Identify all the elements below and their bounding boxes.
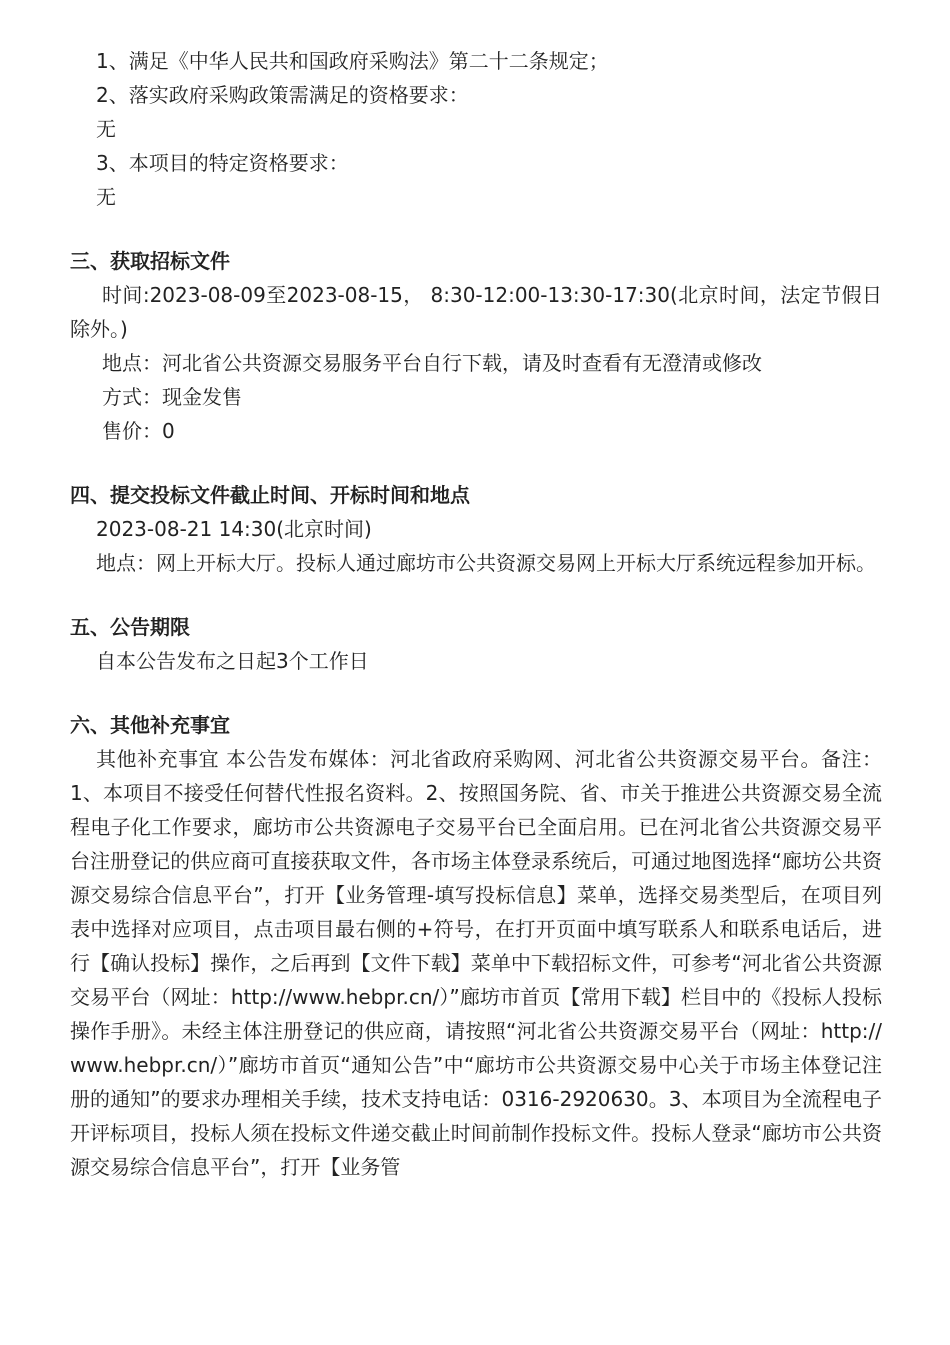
qualification-item-2: 2、落实政府采购政策需满足的资格要求： — [96, 83, 469, 107]
qualification-item-1: 1、满足《中华人民共和国政府采购法》第二十二条规定； — [96, 49, 609, 73]
section-6-heading: 六、其他补充事宜 — [70, 713, 230, 737]
section-3-time: 时间:2023-08-09至2023-08-15， 8:30-12:00-13:30-17:30(北京时间，法定节假日除外。) — [70, 283, 882, 341]
section-6-text: 其他补充事宜 本公告发布媒体：河北省政府采购网、河北省公共资源交易平台。备注：1、本项目不接受任何替代性报名资料。2、按照国务院、省、市关于推进公共资源交易全流程电子化工作要求，廊坊市公共资源电子交易平台已全面启用。已在河北省公共资源交易平台注册登记的供应商可直接获取文件，各市场主体登录系统后，可通过地图选择“廊坊公共资源交易综合信息平台”，打开【业务管理-填写投标信息】菜单，选择交易类型后，在项目列表中选择对应项目，点击项目最右侧的+符号，在打开页面中填写联系人和联系电话后，进行【确认投标】操作，之后再到【文件下载】菜单中下载招标文件，可参考“河北省公共资源交易平台（网址：http://www.hebpr.cn/）”廊坊市首页【常用下载】栏目中的《投标人投标操作手册》。未经主体注册登记的供应商，请按照“河北省公共资源交易平台（网址：http://www.hebpr.cn/）”廊坊市首页“通知公告”中“廊坊市公共资源交易中心关于市场主体登记注册的通知”的要求办理相关手续，技术支持电话：0316-2920630。3、本项目为全流程电子开评标项目，投标人须在投标文件递交截止时间前制作投标文件。投标人登录“廊坊市公共资源交易综合信息平台”，打开【业务管 — [70, 747, 882, 1179]
section-4-datetime: 2023-08-21 14:30(北京时间) — [96, 517, 372, 541]
section-3-heading: 三、获取招标文件 — [70, 249, 230, 273]
section-4-heading: 四、提交投标文件截止时间、开标时间和地点 — [70, 483, 470, 507]
section-3-method: 方式：现金发售 — [102, 385, 242, 409]
section-4-location: 地点：网上开标大厅。投标人通过廊坊市公共资源交易网上开标大厅系统远程参加开标。 — [96, 551, 876, 575]
qualification-item-3: 3、本项目的特定资格要求： — [96, 151, 349, 175]
qualification-item-3-value: 无 — [96, 185, 116, 209]
qualification-item-2-value: 无 — [96, 117, 116, 141]
section-5-heading: 五、公告期限 — [70, 615, 190, 639]
section-3-price: 售价：0 — [102, 419, 175, 443]
section-5-text: 自本公告发布之日起3个工作日 — [96, 649, 369, 673]
section-3-location: 地点：河北省公共资源交易服务平台自行下载，请及时查看有无澄清或修改 — [102, 351, 762, 375]
